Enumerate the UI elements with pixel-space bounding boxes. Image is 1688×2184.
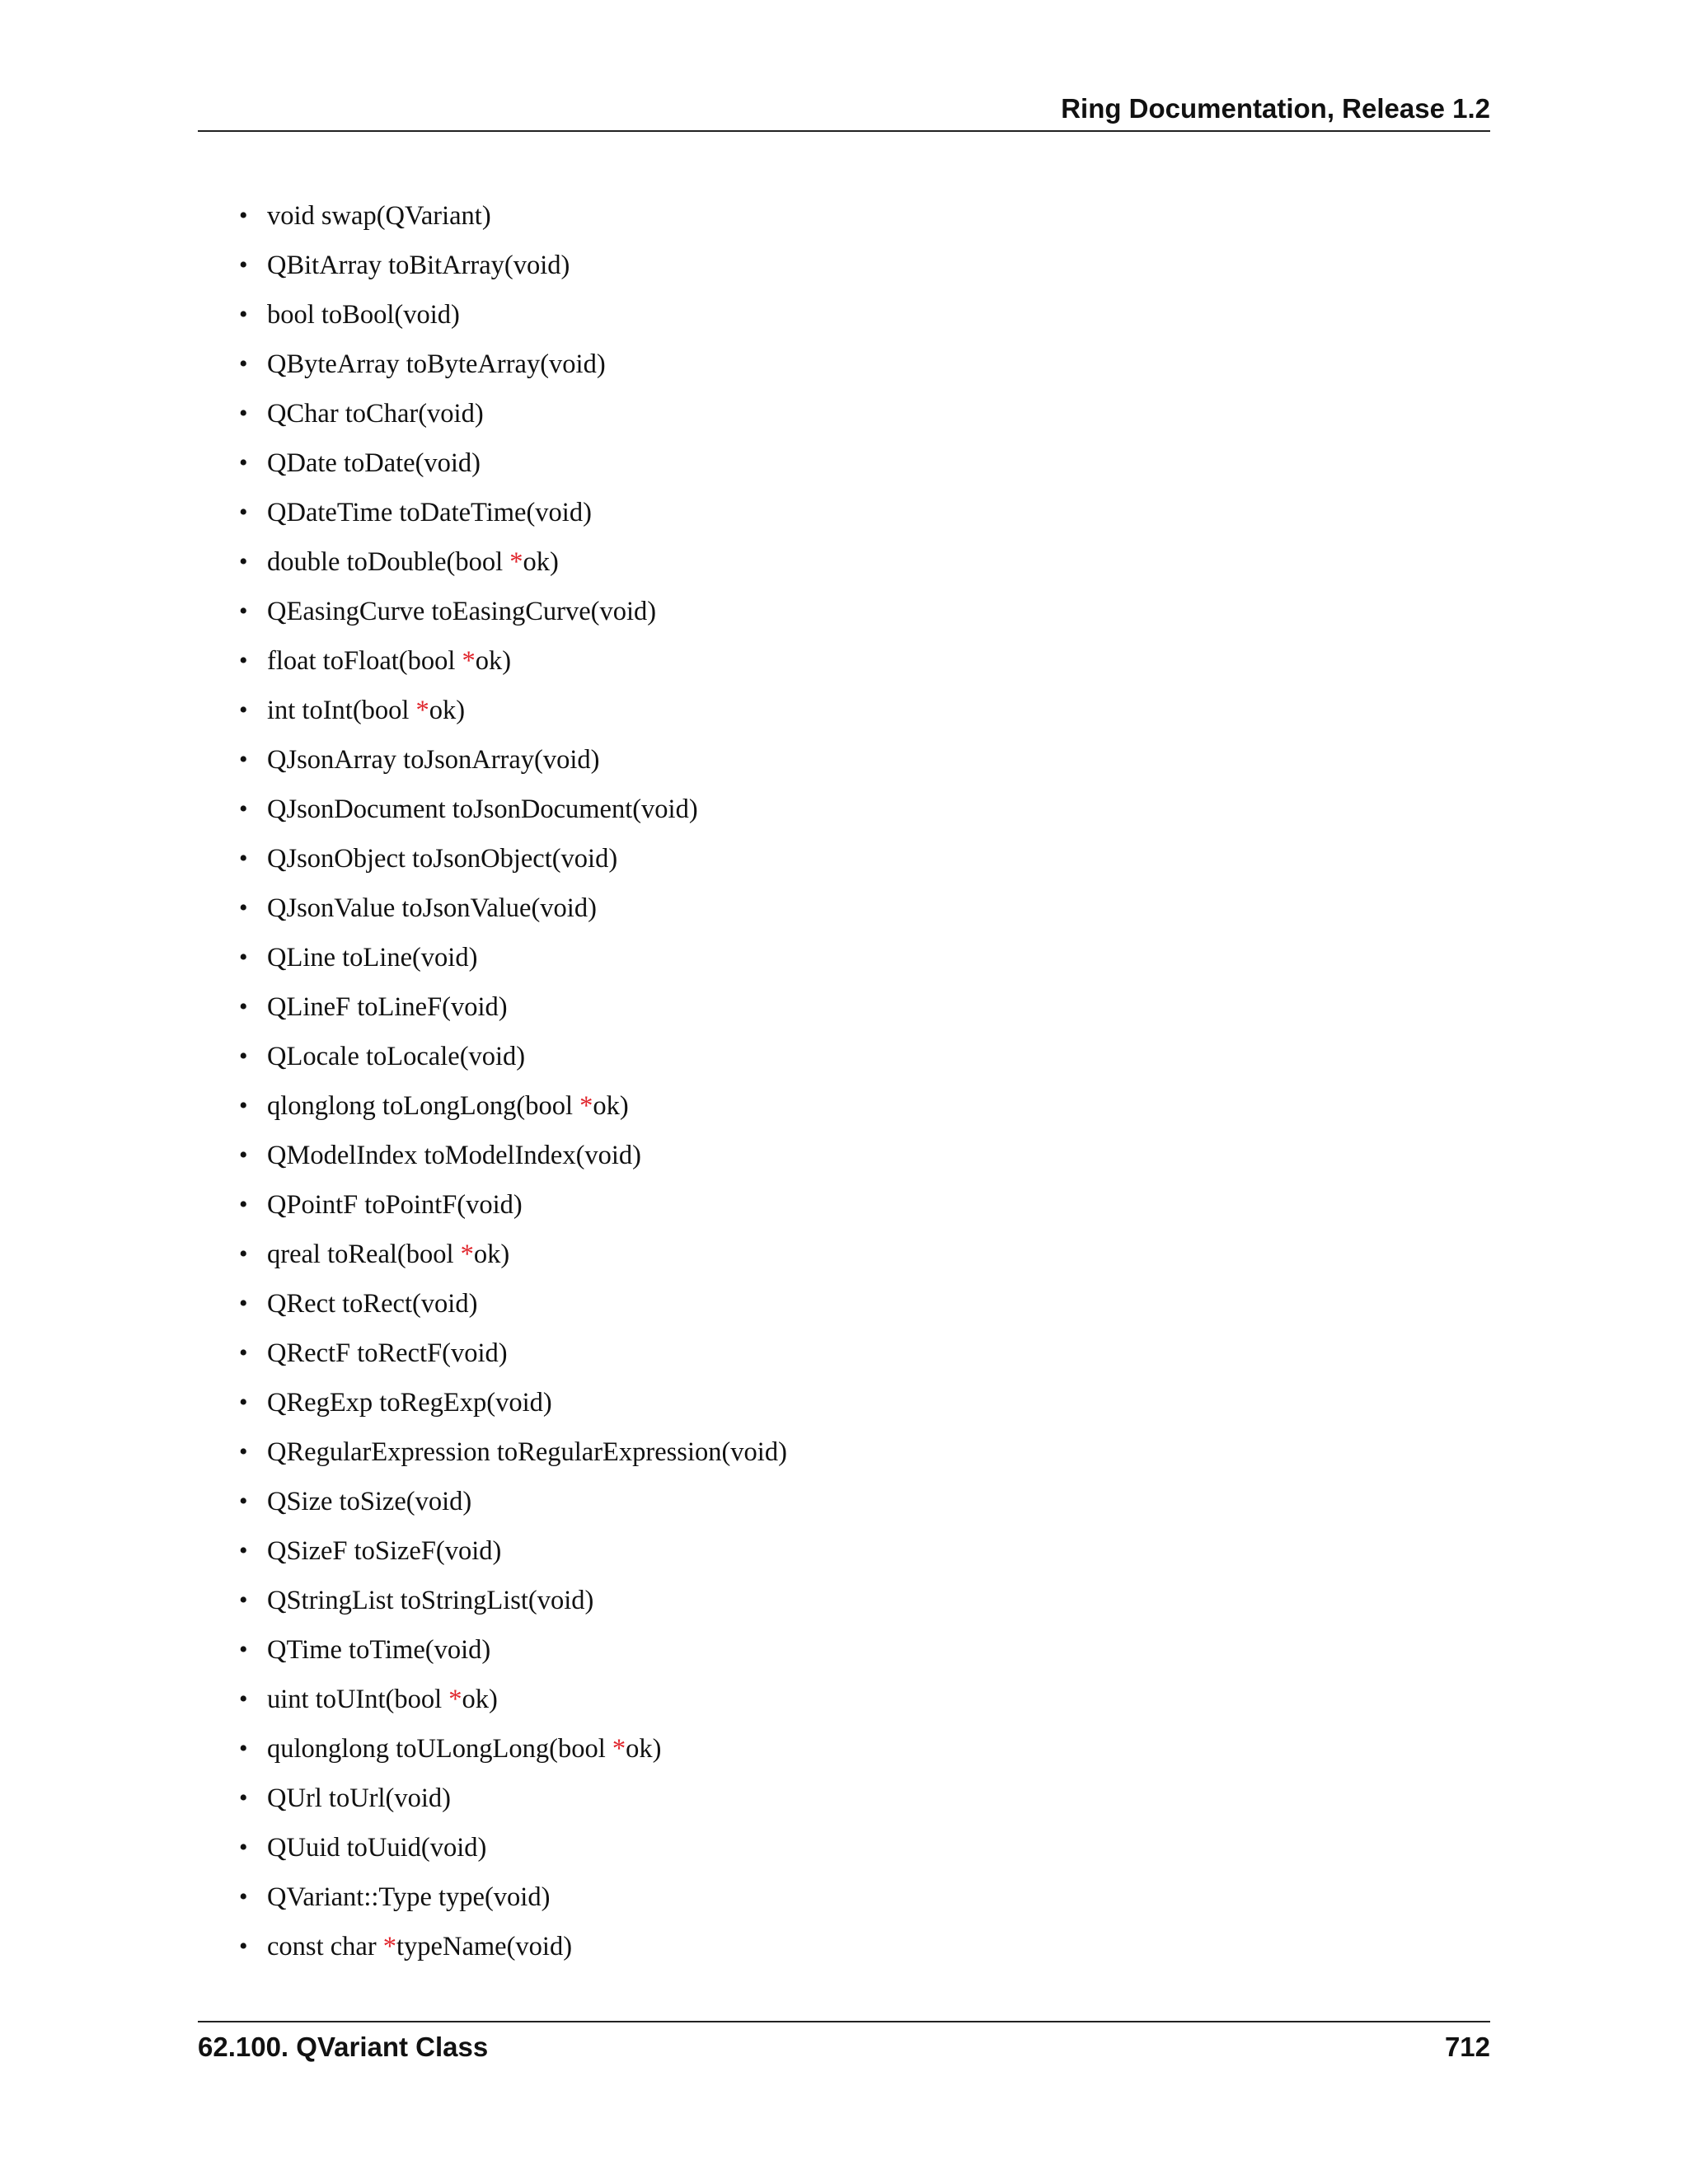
bullet-icon: • <box>239 1883 248 1910</box>
method-list-item <box>239 488 787 537</box>
method-signature-text: QRegExp toRegExp(void) <box>267 1388 552 1418</box>
method-signature-text: QTime toTime(void) <box>267 1635 491 1665</box>
method-list-item <box>239 883 787 933</box>
method-signature-text: QDateTime toDateTime(void) <box>267 498 592 527</box>
method-signature-text: double toDouble(bool <box>267 547 510 577</box>
pointer-star: * <box>382 1932 397 1961</box>
method-signature-text: QSize toSize(void) <box>267 1487 472 1516</box>
method-list-item <box>239 1131 787 1180</box>
method-list-item <box>239 1823 787 1872</box>
bullet-icon: • <box>239 1141 248 1169</box>
method-signature-text: QLine toLine(void) <box>267 943 478 972</box>
bullet-icon: • <box>239 993 248 1020</box>
method-signature-text: QJsonDocument toJsonDocument(void) <box>267 794 698 824</box>
method-signature-text: qlonglong toLongLong(bool <box>267 1091 580 1121</box>
bullet-icon: • <box>239 499 248 526</box>
bullet-icon: • <box>239 1933 248 1960</box>
bullet-icon: • <box>239 1191 248 1218</box>
method-signature-tail: ok) <box>475 646 512 676</box>
method-list-item <box>239 537 787 587</box>
pointer-star: * <box>612 1734 626 1764</box>
method-list-item <box>239 1526 787 1576</box>
method-signature-text: QRectF toRectF(void) <box>267 1338 508 1368</box>
method-signature-text: QRect toRect(void) <box>267 1289 478 1319</box>
method-signature-tail: ok) <box>626 1734 662 1764</box>
method-signature-text: QSizeF toSizeF(void) <box>267 1536 502 1566</box>
bullet-icon: • <box>239 548 248 575</box>
document-title: Ring Documentation, Release 1.2 <box>1061 93 1490 124</box>
bullet-icon: • <box>239 1537 248 1564</box>
method-list-item <box>239 834 787 883</box>
bullet-icon: • <box>239 647 248 674</box>
method-signature-text: int toInt(bool <box>267 696 416 725</box>
bullet-icon: • <box>239 1488 248 1515</box>
method-signature-tail: typeName(void) <box>396 1932 573 1961</box>
method-list-item <box>239 1675 787 1724</box>
bullet-icon: • <box>239 1735 248 1762</box>
page-number: 712 <box>1444 2032 1490 2062</box>
bullet-icon: • <box>239 746 248 773</box>
method-signature-text: QByteArray toByteArray(void) <box>267 349 606 379</box>
method-list-item <box>239 636 787 686</box>
bullet-icon: • <box>239 845 248 872</box>
method-signature-text: QJsonObject toJsonObject(void) <box>267 844 618 874</box>
method-list-item <box>239 1230 787 1279</box>
method-list-item <box>239 1180 787 1230</box>
bullet-icon: • <box>239 1290 248 1317</box>
bullet-icon: • <box>239 944 248 971</box>
bullet-icon: • <box>239 598 248 625</box>
bullet-icon: • <box>239 1092 248 1119</box>
method-signature-text: QVariant::Type type(void) <box>267 1882 551 1912</box>
method-signature-tail: ok) <box>473 1240 510 1269</box>
method-signature-tail: ok) <box>462 1685 498 1714</box>
method-signature-text: QUrl toUrl(void) <box>267 1783 451 1813</box>
method-list-item <box>239 686 787 735</box>
method-signature-text: float toFloat(bool <box>267 646 462 676</box>
method-list-item <box>239 1724 787 1774</box>
method-list-item <box>239 1427 787 1477</box>
method-signature-text: QJsonValue toJsonValue(void) <box>267 893 597 923</box>
method-signature-tail: ok) <box>429 696 466 725</box>
method-list-item <box>239 241 787 290</box>
method-signature-text: qulonglong toULongLong(bool <box>267 1734 612 1764</box>
pointer-star: * <box>462 646 476 676</box>
method-list-item <box>239 1081 787 1131</box>
method-list-item <box>239 1872 787 1922</box>
method-list-item <box>239 587 787 636</box>
method-list-item <box>239 389 787 438</box>
page-header <box>198 92 1490 132</box>
pointer-star: * <box>460 1240 474 1269</box>
method-signature-text: QDate toDate(void) <box>267 448 481 478</box>
method-list-item <box>239 191 787 241</box>
method-list-item <box>239 1576 787 1625</box>
method-signature-text: QStringList toStringList(void) <box>267 1586 594 1615</box>
method-signature-text: QModelIndex toModelIndex(void) <box>267 1141 642 1170</box>
method-list-item <box>239 438 787 488</box>
method-list-item <box>239 735 787 785</box>
pointer-star: * <box>415 696 429 725</box>
bullet-icon: • <box>239 1389 248 1416</box>
bullet-icon: • <box>239 1834 248 1861</box>
bullet-icon: • <box>239 202 248 229</box>
bullet-icon: • <box>239 449 248 476</box>
method-list <box>239 191 787 1971</box>
method-list-item <box>239 1032 787 1081</box>
bullet-icon: • <box>239 350 248 377</box>
method-signature-text: qreal toReal(bool <box>267 1240 461 1269</box>
pointer-star: * <box>509 547 523 577</box>
method-signature-text: QJsonArray toJsonArray(void) <box>267 745 600 775</box>
bullet-icon: • <box>239 251 248 279</box>
method-signature-tail: ok) <box>523 547 559 577</box>
method-list-item <box>239 1922 787 1971</box>
method-list-item <box>239 290 787 340</box>
method-signature-text: QRegularExpression toRegularExpression(void) <box>267 1437 787 1467</box>
method-signature-text: QPointF toPointF(void) <box>267 1190 523 1220</box>
method-signature-text: QLineF toLineF(void) <box>267 992 508 1022</box>
bullet-icon: • <box>239 1438 248 1465</box>
bullet-icon: • <box>239 1240 248 1268</box>
page-footer <box>198 2021 1490 2064</box>
method-signature-text: uint toUInt(bool <box>267 1685 449 1714</box>
method-list-item <box>239 982 787 1032</box>
bullet-icon: • <box>239 696 248 724</box>
method-list-item <box>239 933 787 982</box>
pointer-star: * <box>448 1685 462 1714</box>
method-signature-tail: ok) <box>593 1091 629 1121</box>
bullet-icon: • <box>239 1685 248 1713</box>
method-signature-text: QEasingCurve toEasingCurve(void) <box>267 597 657 626</box>
bullet-icon: • <box>239 1043 248 1070</box>
method-signature-text: bool toBool(void) <box>267 300 460 330</box>
bullet-icon: • <box>239 1636 248 1663</box>
bullet-icon: • <box>239 795 248 823</box>
bullet-icon: • <box>239 894 248 921</box>
method-list-item <box>239 1477 787 1526</box>
method-signature-text: QLocale toLocale(void) <box>267 1042 526 1071</box>
method-list-item <box>239 1774 787 1823</box>
bullet-icon: • <box>239 301 248 328</box>
method-list-item <box>239 1378 787 1427</box>
bullet-icon: • <box>239 1586 248 1614</box>
method-signature-text: const char <box>267 1932 383 1961</box>
method-list-item <box>239 1625 787 1675</box>
section-title: 62.100. QVariant Class <box>198 2032 489 2062</box>
method-signature-text: QBitArray toBitArray(void) <box>267 251 570 280</box>
method-list-item <box>239 785 787 834</box>
method-signature-text: QChar toChar(void) <box>267 399 484 429</box>
method-list-item <box>239 1329 787 1378</box>
method-signature-text: void swap(QVariant) <box>267 201 491 231</box>
bullet-icon: • <box>239 400 248 427</box>
method-list-item <box>239 340 787 389</box>
method-signature-text: QUuid toUuid(void) <box>267 1833 487 1863</box>
pointer-star: * <box>579 1091 593 1121</box>
bullet-icon: • <box>239 1784 248 1811</box>
method-list-item <box>239 1279 787 1329</box>
bullet-icon: • <box>239 1339 248 1366</box>
